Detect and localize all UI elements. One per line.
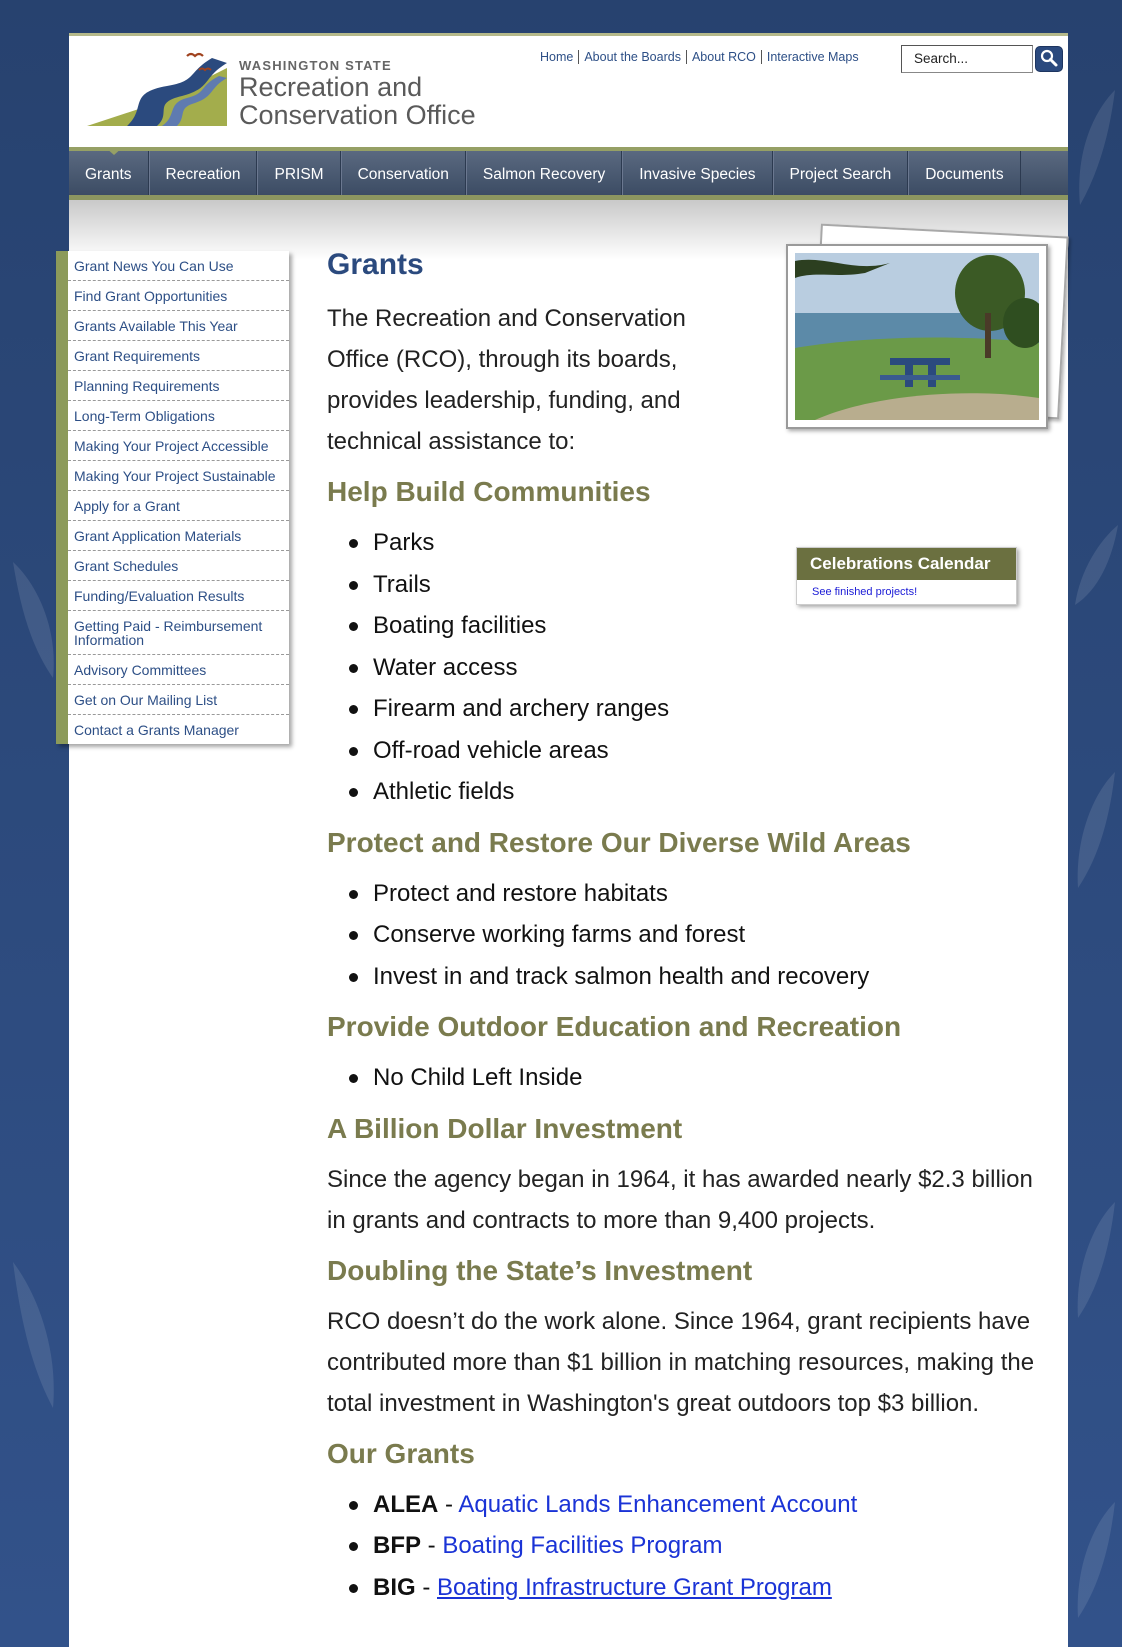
grant-item: ALEA - Aquatic Lands Enhancement Account — [349, 1484, 1037, 1526]
leaf-decoration-icon — [1070, 1500, 1120, 1620]
grant-link-big[interactable]: Boating Infrastructure Grant Program — [437, 1573, 832, 1601]
sidebar-item-advisory-committees[interactable]: Advisory Committees — [68, 655, 289, 685]
list-item: Protect and restore habitats — [349, 873, 1037, 915]
list-item: Trails — [349, 564, 1037, 606]
page-title: Grants — [327, 248, 424, 281]
sidebar-item-application-materials[interactable]: Grant Application Materials — [68, 521, 289, 551]
home-link[interactable]: Home — [535, 50, 579, 64]
logo-text — [239, 58, 476, 129]
sidebar-item-grants-available[interactable]: Grants Available This Year — [68, 311, 289, 341]
sidebar-item-grant-requirements[interactable]: Grant Requirements — [68, 341, 289, 371]
utility-links — [535, 50, 864, 64]
sidebar-item-planning-requirements[interactable]: Planning Requirements — [68, 371, 289, 401]
doubling-text: RCO doesn’t do the work alone. Since 1964, grant recipients have contributed more than $1 billion in matching resources, making the total investment in Washington's great outdoors top $3 billion. — [327, 1307, 1035, 1417]
sidebar-menu — [56, 251, 289, 744]
logo-title-line1: Recreation and — [239, 72, 423, 102]
intro-text: The Recreation and Conservation Office (RCO), through its boards, provides leadership, funding, and technical assistance to: — [327, 305, 686, 455]
sidebar-item-grant-news[interactable]: Grant News You Can Use — [68, 251, 289, 281]
list-item: Conserve working farms and forest — [349, 914, 1037, 956]
leaf-decoration-icon — [8, 1260, 63, 1410]
list-item: Off-road vehicle areas — [349, 730, 1037, 772]
leaf-decoration-icon — [1070, 520, 1120, 610]
sidebar-item-funding-results[interactable]: Funding/Evaluation Results — [68, 581, 289, 611]
rco-logo[interactable] — [87, 48, 227, 128]
main-content — [327, 248, 1037, 1612]
search-input[interactable]: Search... — [901, 45, 1033, 73]
grant-item: BIG - Boating Infrastructure Grant Program — [349, 1567, 1037, 1609]
grant-link-bfp[interactable]: Boating Facilities Program — [442, 1532, 723, 1559]
grant-abbr: BIG — [373, 1573, 416, 1601]
sidebar-item-contact-manager[interactable]: Contact a Grants Manager — [74, 722, 239, 738]
search-button[interactable] — [1035, 46, 1063, 72]
list-item: Boating facilities — [349, 605, 1037, 647]
communities-list — [349, 522, 1037, 813]
list-item: Firearm and archery ranges — [349, 688, 1037, 730]
sidebar-item-long-term-obligations[interactable]: Long-Term Obligations — [68, 401, 289, 431]
list-item: Invest in and track salmon health and recovery — [349, 956, 1037, 998]
nav-recreation[interactable]: Recreation — [149, 151, 258, 195]
nav-documents[interactable]: Documents — [908, 151, 1020, 195]
page-container — [69, 33, 1068, 1647]
logo-title-line2: Conservation Office — [239, 100, 476, 130]
section-heading-doubling: Doubling the State’s Investment — [327, 1254, 753, 1286]
sidebar-item-getting-paid[interactable]: Getting Paid - Reimbursement Information — [68, 611, 289, 655]
sidebar-item-sustainable[interactable]: Making Your Project Sustainable — [68, 461, 289, 491]
grants-list — [349, 1484, 1037, 1609]
list-item: Water access — [349, 647, 1037, 689]
main-navigation — [69, 147, 1068, 200]
grant-link-alea[interactable]: Aquatic Lands Enhancement Account — [458, 1490, 858, 1518]
leaf-decoration-icon — [8, 560, 63, 680]
logo-subtitle: WASHINGTON STATE — [239, 58, 392, 73]
about-rco-link[interactable]: About RCO — [687, 50, 762, 64]
list-item: No Child Left Inside — [349, 1057, 1037, 1099]
list-item: Parks — [349, 522, 1037, 564]
sidebar-item-find-grant-opportunities[interactable]: Find Grant Opportunities — [68, 281, 289, 311]
celebrations-title: Celebrations Calendar — [797, 548, 1016, 580]
interactive-maps-link[interactable]: Interactive Maps — [766, 50, 859, 64]
section-heading-billion: A Billion Dollar Investment — [327, 1112, 683, 1144]
nav-grants[interactable]: Grants — [69, 151, 149, 195]
see-finished-projects-link[interactable]: See finished projects! — [812, 586, 918, 598]
section-heading-communities: Help Build Communities — [327, 476, 651, 507]
section-heading-wild-areas: Protect and Restore Our Diverse Wild Areas — [327, 826, 911, 858]
nav-salmon-recovery[interactable]: Salmon Recovery — [466, 151, 622, 195]
nav-conservation[interactable]: Conservation — [341, 151, 466, 195]
section-heading-our-grants: Our Grants — [327, 1437, 475, 1469]
sidebar-item-mailing-list[interactable]: Get on Our Mailing List — [68, 685, 289, 715]
grant-item: BFP - Boating Facilities Program — [349, 1525, 1037, 1567]
list-item: Athletic fields — [349, 771, 1037, 813]
nav-project-search[interactable]: Project Search — [773, 151, 909, 195]
site-header — [69, 36, 1068, 148]
leaf-decoration-icon — [1070, 1200, 1120, 1320]
sidebar-item-grant-schedules[interactable]: Grant Schedules — [68, 551, 289, 581]
nav-prism[interactable]: PRISM — [257, 151, 340, 195]
outdoor-education-list — [349, 1057, 1037, 1099]
search-icon — [1036, 47, 1062, 71]
grant-abbr: BFP — [373, 1532, 421, 1559]
billion-text: Since the agency began in 1964, it has awarded nearly $2.3 billion in grants and contracts to more than 9,400 projects. — [327, 1165, 1033, 1234]
leaf-decoration-icon — [1070, 770, 1120, 890]
nav-invasive-species[interactable]: Invasive Species — [622, 151, 772, 195]
leaf-decoration-icon — [1070, 90, 1120, 210]
section-heading-outdoor-education: Provide Outdoor Education and Recreation — [327, 1011, 902, 1042]
grant-abbr: ALEA — [373, 1490, 439, 1518]
sidebar-item-apply[interactable]: Apply for a Grant — [68, 491, 289, 521]
sidebar-item-accessible[interactable]: Making Your Project Accessible — [68, 431, 289, 461]
about-boards-link[interactable]: About the Boards — [579, 50, 687, 64]
wild-areas-list — [349, 873, 1037, 998]
